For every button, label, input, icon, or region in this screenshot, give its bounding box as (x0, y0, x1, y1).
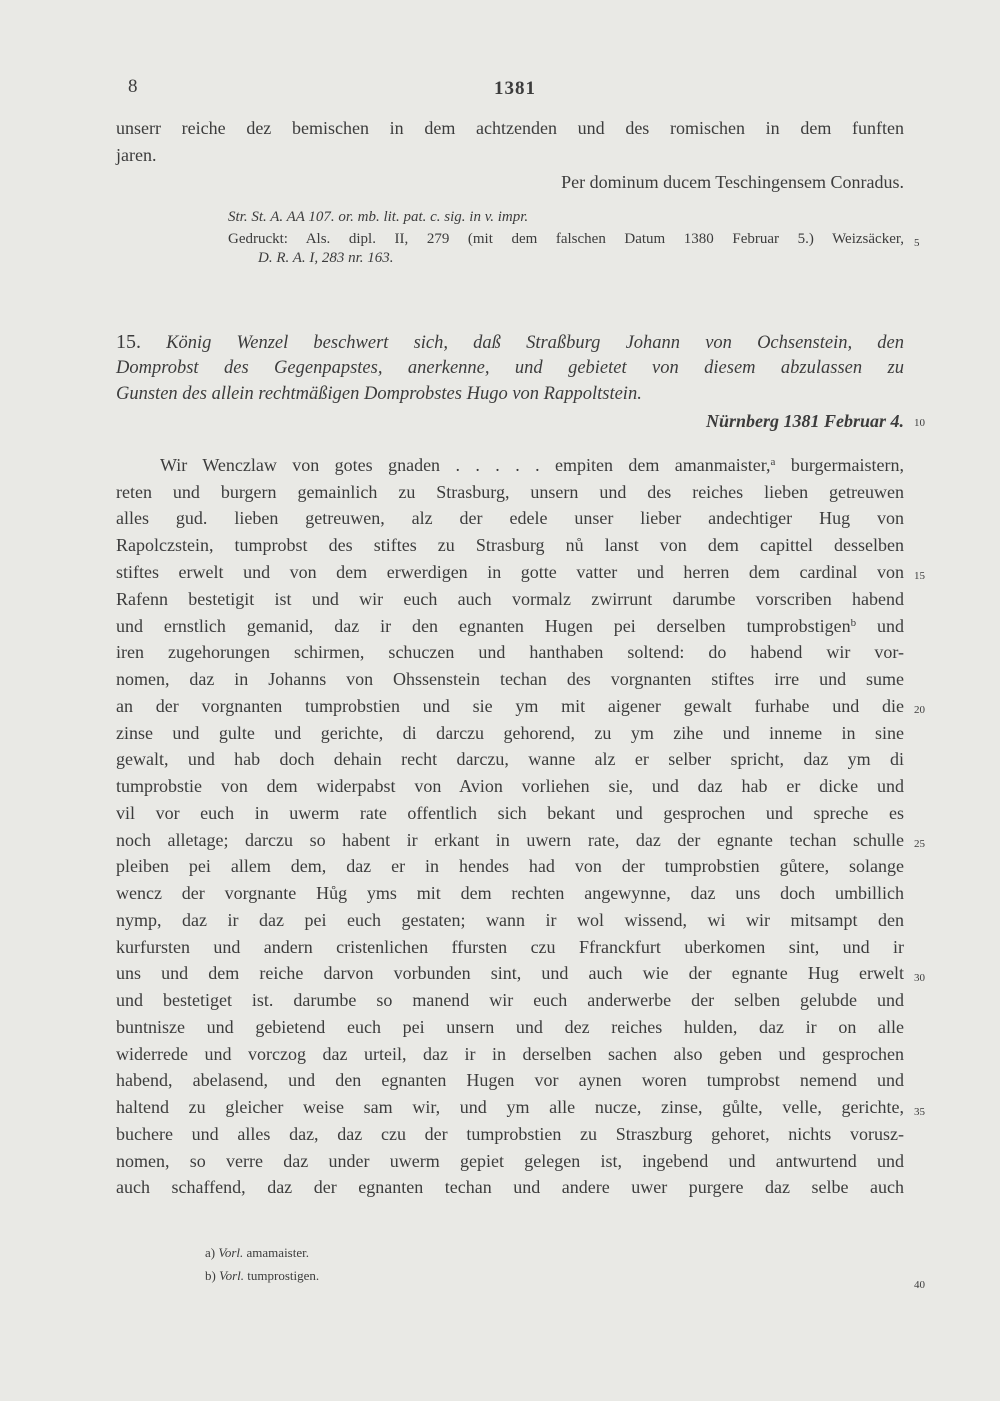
margin-line-number: 35 (914, 1106, 925, 1118)
margin-line-number: 25 (914, 838, 925, 850)
body-line: tumprobstie von dem widerpabst von Avion vorliehen sie, und daz hab er dicke und (116, 776, 904, 796)
document-heading: Domprobst des Gegenpapstes, anerkenne, und gebietet von diesem abzulassen zu (116, 358, 904, 378)
body-line: stiftes erwelt und von dem erwerdigen in gotte vatter und herren dem cardinal von (116, 562, 904, 582)
place-date: Nürnberg 1381 Februar 4. (705, 411, 904, 431)
body-line: und bestetiget ist. darumbe so manend wir euch anderwerbe der selben gelubde und (116, 990, 904, 1010)
heading-text: König Wenzel beschwert sich, daß Straßburg Johann von Ochsenstein, den (166, 333, 904, 353)
body-line: vil vor euch in uwerm rate offentlich sich bekant und gesprochen und spreche es (116, 803, 904, 823)
source-note: D. R. A. I, 283 nr. 163. (258, 250, 394, 266)
footnote-ref: b (850, 617, 857, 629)
body-line: buntnisze und gebietend euch pei unsern und dez reiches hulden, daz ir on alle (116, 1017, 904, 1037)
footnote-ref: a (770, 456, 776, 468)
margin-line-number: 10 (914, 417, 925, 429)
body-line: iren zugehorungen schirmen, schuczen und hanthaben soltend: do habend wir vor- (116, 642, 904, 662)
source-note: Gedruckt: Als. dipl. II, 279 (mit dem falschen Datum 1380 Februar 5.) Weizsäcker, (228, 231, 904, 247)
body-line: auch schaffend, daz der egnanten techan und andere uwer purgere daz selbe auch (116, 1177, 904, 1197)
body-line: nomen, daz in Johanns von Ohssenstein techan des vorgnanten stiftes irre und sume (116, 669, 904, 689)
body-line: noch alletage; darczu so habent ir erkant in uwern rate, daz der egnante techan schulle (116, 830, 904, 850)
body-line: alles gud. lieben getreuwen, alz der edele unser lieber andechtiger Hug von (116, 508, 904, 528)
body-line: gewalt, und hab doch dehain recht darczu, wanne alz er selber spricht, daz ym di (116, 749, 904, 769)
margin-line-number: 20 (914, 704, 925, 716)
margin-line-number: 15 (914, 570, 925, 582)
body-line: wencz der vorgnante Hůg yms mit dem rechten angewynne, daz uns doch umbillich (116, 883, 904, 903)
prev-doc-line: unserr reiche dez bemischen in dem achtzenden und des romischen in dem funften (116, 118, 904, 138)
margin-line-number: 5 (914, 237, 920, 249)
prev-doc-signature: Per dominum ducem Teschingensem Conradus. (561, 172, 904, 192)
document-heading: Gunsten des allein rechtmäßigen Domprobstes Hugo von Rappoltstein. (116, 384, 642, 404)
body-line: uns und dem reiche darvon vorbunden sint, und auch wie der egnante Hug erwelt (116, 963, 904, 983)
body-line: haltend zu gleicher weise sam wir, und ym alle nucze, zinse, gůlte, velle, gerichte, (116, 1097, 904, 1117)
body-line: Wir Wenczlaw von gotes gnaden . . . . . empiten dem amanmaister,$^a$ burgermaistern, (160, 455, 904, 475)
body-line: nomen, so verre daz under uwerm gepiet gelegen ist, ingebend und antwurtend und (116, 1151, 904, 1171)
footnote: b) Vorl. tumprostigen. (205, 1268, 320, 1283)
document-number: 15. (116, 331, 141, 353)
body-line: nymp, daz ir daz pei euch gestaten; wann ir wol wissend, wi wir mitsampt den (116, 910, 904, 930)
prev-doc-line: jaren. (116, 145, 157, 165)
body-line: kurfursten und andern cristenlichen ffursten czu Ffranckfurt uberkomen sint, und ir (116, 937, 904, 957)
body-line: pleiben pei allem dem, daz er in hendes had von der tumprobstien gůtere, solange (116, 856, 904, 876)
body-line: zinse und gulte und gerichte, di darczu gehorend, zu ym zihe und inneme in sine (116, 723, 904, 743)
body-line: Rafenn bestetigit ist und wir euch auch vormalz zwirrunt darumbe vorscriben habend (116, 589, 904, 609)
page-number: 8 (128, 76, 138, 97)
body-line: und ernstlich gemanid, daz ir den egnanten Hugen pei derselben tumprobstigen$^b$ und (116, 616, 905, 636)
body-line: Rapolczstein, tumprobst des stiftes zu Strasburg nů lanst von dem capittel desselben (116, 535, 904, 555)
running-head-year: 1381 (494, 78, 536, 99)
document-heading (116, 331, 904, 354)
body-line: reten und burgern gemainlich zu Strasburg, unsern und des reiches lieben getreuwen (116, 482, 904, 502)
body-line: buchere und alles daz, daz czu der tumprobstien zu Straszburg gehoret, nichts vorusz- (116, 1124, 904, 1144)
source-note: Str. St. A. AA 107. or. mb. lit. pat. c. sig. in v. impr. (228, 209, 529, 225)
body-line: habend, abelasend, und den egnanten Hugen vor aynen woren tumprobst nemend und (116, 1070, 904, 1090)
margin-line-number: 40 (914, 1279, 925, 1291)
footnote: a) Vorl. amamaister. (205, 1245, 309, 1260)
body-line: widerrede und vorczog daz urteil, daz ir in derselben sachen also geben und gesprochen (116, 1044, 904, 1064)
margin-line-number: 30 (914, 972, 925, 984)
body-line: an der vorgnanten tumprobstien und sie ym mit aigener gewalt furhabe und die (116, 696, 904, 716)
